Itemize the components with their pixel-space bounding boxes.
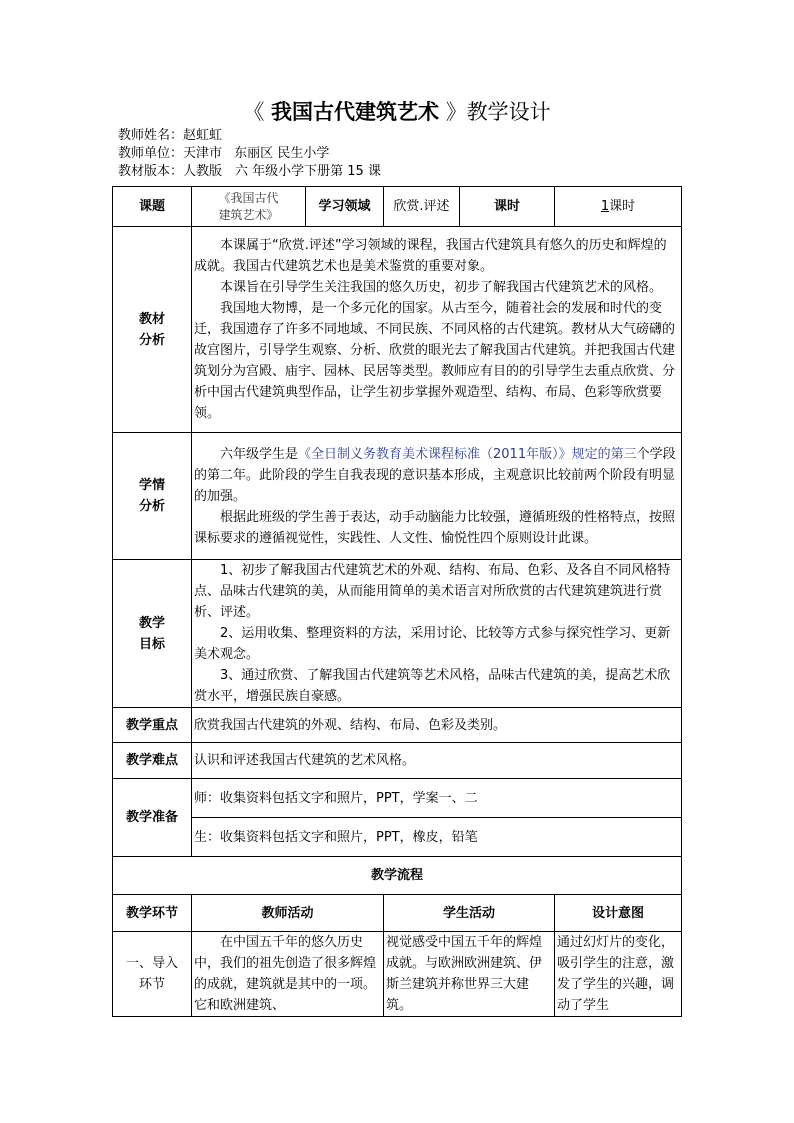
stage-line1: 一、导入 (125, 956, 178, 971)
goals-label-line1: 教学 (138, 615, 165, 631)
material-paragraph-1: 本课属于“欣赏.评述”学习领域的课程，我国古代建筑具有悠久的历史和辉煌的成就。我国古代建筑艺术也是美术鉴赏的重要对象。 (194, 238, 667, 274)
material-analysis-text (192, 227, 682, 433)
hours-unit: 课时 (609, 199, 636, 214)
unit-district: 东丽区 (234, 146, 274, 161)
student-analysis-row (113, 433, 682, 560)
material-analysis-row (113, 227, 682, 433)
prep-teacher-row (113, 779, 682, 818)
flow-title: 教学流程 (113, 857, 682, 895)
material-paragraph-2: 本课旨在引导学生关注我国的悠久历史，初步了解我国古代建筑艺术的风格。 (220, 280, 663, 295)
lesson-header-row (113, 187, 682, 227)
hours-label: 课时 (460, 187, 555, 227)
key-point-text: 欣赏我国古代建筑的外观、结构、布局、色彩及类别。 (192, 708, 682, 743)
difficulty-text: 认识和评述我国古代建筑的艺术风格。 (192, 743, 682, 779)
teaching-goals-text (192, 560, 682, 708)
material-paragraph-3: 我国地大物博，是一个多元化的国家。从古至今，随着社会的发展和时代的变迁，我国遗存了许多不同地域、不同民族、不同风格的古代建筑。教材从大气磅礴的故宫图片，引导学生观察、分析、欣赏的眼光去了解我国古代建筑。并把我国古代建筑划分为宫殿、庙宇、园林、民居等类型。教师应有目的的引导学生去重点欣赏、分析中国古代建筑典型作品，让学生初步掌握外观造型、结构、布局、色彩等欣赏要领。 (194, 301, 676, 421)
teacher-activity-text: 在中国五千年的悠久历史中，我们的祖先创造了很多辉煌的成就，建筑就是其中的一项。它和欧洲建筑、 (194, 935, 377, 1013)
goal-1: 1、初步了解我国古代建筑艺术的外观、结构、布局、色彩、及各自不同风格特点、品味古代建筑的美，从而能用简单的美术语言对所欣赏的古代建筑建筑进行赏析、评述。 (194, 563, 671, 620)
teacher-unit-label: 教师单位： (118, 146, 184, 161)
prep-label: 教学准备 (113, 779, 192, 857)
student-analysis-label (113, 433, 192, 560)
prep-student-row (113, 818, 682, 857)
prep-student-text: 生：收集资料包括文字和照片，PPT，橡皮，铅笔 (192, 818, 682, 857)
teacher-name-line (118, 127, 222, 145)
textbook-version-value: 人教版 六 年级小学下册第 15 课 (183, 164, 381, 179)
curriculum-standard-ref: 《全日制义务教育美术课程标准（2011年版）》规定的第三 (298, 446, 637, 462)
students-label-line1: 学情 (138, 478, 165, 493)
domain-label: 学习领域 (306, 187, 384, 227)
key-point-row (113, 708, 682, 743)
title-open-bracket: 《 (243, 100, 265, 124)
unit-city: 天津市 (183, 146, 223, 161)
col-stage-header: 教学环节 (113, 895, 192, 932)
lesson-plan-table (112, 186, 682, 1017)
title-lesson-name: 我国古代建筑艺术 (271, 99, 439, 124)
difficulty-row (113, 743, 682, 779)
teacher-unit-line (118, 145, 329, 163)
material-analysis-label (113, 227, 192, 433)
goal-3: 3、通过欣赏、了解我国古代建筑等艺术风格，品味古代建筑的美，提高艺术欣赏水平，增强民族自豪感。 (194, 668, 671, 704)
textbook-version-label: 教材版本： (118, 164, 184, 179)
textbook-version-line (118, 163, 381, 181)
flow-design-intent: 通过幻灯片的变化，吸引学生的注意，激发了学生的兴趣，调动了学生 (555, 932, 682, 1017)
flow-row-intro (113, 932, 682, 1017)
material-label-line1: 教材 (138, 311, 165, 327)
lesson-title-line1: 《我国古代 (218, 190, 279, 205)
students-label-line2: 分析 (138, 499, 165, 514)
teacher-name-label: 教师姓名： (118, 128, 184, 143)
col-student-header: 学生活动 (384, 895, 555, 932)
lesson-title-cell (192, 187, 306, 227)
teaching-goals-row (113, 560, 682, 708)
material-label-line2: 分析 (138, 332, 165, 348)
student-analysis-text (192, 433, 682, 560)
goal-2: 2、运用收集、整理资料的方法，采用讨论、比较等方式参与探究性学习、更新美术观念。 (194, 626, 671, 662)
document-title (0, 96, 794, 128)
flow-stage-cell (113, 932, 192, 1017)
flow-header-row (113, 895, 682, 932)
students-paragraph-1 (194, 444, 679, 507)
hours-number: 1 (600, 199, 610, 214)
title-suffix: 》教学设计 (445, 100, 551, 124)
flow-teacher-activity (192, 932, 384, 1017)
col-intent-header: 设计意图 (555, 895, 682, 932)
key-point-label: 教学重点 (113, 708, 192, 743)
domain-value: 欣赏.评述 (384, 187, 460, 227)
prep-teacher-text: 师：收集资料包括文字和照片，PPT，学案一、二 (192, 779, 682, 818)
students-p1-end: 个学段的第二年。此阶段的学生自我表现的意识基本形成，主观意识比较前两个阶段有明显的加强。 (194, 446, 676, 504)
lesson-label: 课题 (113, 187, 192, 227)
goals-label-line2: 目标 (138, 636, 165, 652)
difficulty-label: 教学难点 (113, 743, 192, 779)
teacher-name-value: 赵虹虹 (183, 128, 223, 143)
col-teacher-header: 教师活动 (192, 895, 384, 932)
teaching-goals-label (113, 560, 192, 708)
lesson-title-line2: 建筑艺术》 (218, 207, 279, 222)
students-p1-start: 六年级学生是 (220, 446, 299, 462)
hours-value (555, 187, 682, 227)
unit-school: 民生小学 (277, 146, 330, 161)
stage-line2: 环节 (138, 977, 165, 992)
flow-student-activity: 视觉感受中国五千年的辉煌成就。与欧洲欧洲建筑、伊斯兰建筑并称世界三大建筑。 (384, 932, 555, 1017)
flow-title-row (113, 857, 682, 895)
students-paragraph-2: 根据此班级的学生善于表达，动手动脑能力比较强，遵循班级的性格特点，按照课标要求的遵循视觉性，实践性、人文性、愉悦性四个原则设计此课。 (194, 509, 676, 546)
